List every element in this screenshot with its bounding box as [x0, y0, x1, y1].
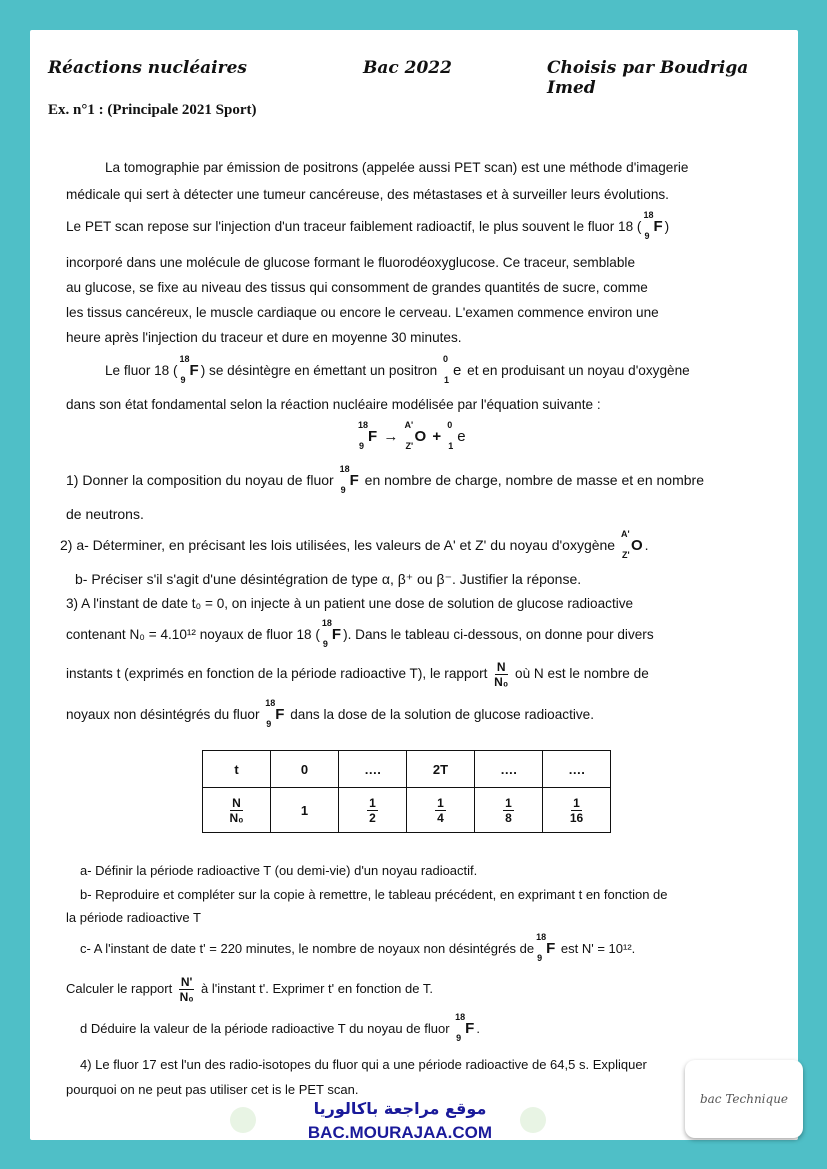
ratio-n-prime-over-n0: $\frac{N'}{\text{N₀}}$	[179, 975, 194, 1004]
decay-line-2: dans son état fondamental selon la réaction nucléaire modélisée par l'équation suivante :	[66, 397, 601, 412]
intro-line-6: les tissus cancéreux, le muscle cardiaque ou encore le cerveau. L'examen commence environ une	[66, 305, 659, 320]
intro-line-3: Le PET scan repose sur l'injection d'un traceur faiblement radioactif, le plus souvent le fluor 18 ( 18 9 F )	[66, 210, 670, 241]
table-cell: $\frac{1}{2}$	[339, 788, 407, 833]
footer-banner	[30, 1095, 798, 1140]
intro-line-4: incorporé dans une molécule de glucose formant le fluorodéoxyglucose. Ce traceur, semblable	[66, 255, 635, 270]
question-2b: b- Préciser s'il s'agit d'une désintégration de type α, β⁺ ou β⁻. Justifier la réponse.	[75, 571, 582, 587]
site-logo-icon	[230, 1107, 256, 1133]
intro-line-7: heure après l'injection du traceur et dure en moyenne 30 minutes.	[66, 330, 462, 345]
nuclear-equation: 18 9 F → A' Z' O + 0 1 e	[358, 420, 466, 451]
table-row	[203, 751, 611, 788]
fluor-nuclide: 18 9 F	[455, 1012, 475, 1043]
question-4-line-1: 4) Le fluor 17 est l'un des radio-isotopes du fluor qui a une période radioactive de 64,5 s. Expliquer	[80, 1057, 647, 1072]
question-3a: a- Définir la période radioactive T (ou demi-vie) d'un noyau radioactif.	[80, 863, 478, 878]
fluor-nuclide: 18 9 F	[339, 464, 359, 495]
intro-line-5: au glucose, se fixe au niveau des tissus qui consomment de grandes quantités de sucre, comme	[66, 280, 648, 295]
fluor-nuclide: 18 9 F	[358, 420, 378, 451]
question-4-line-2: pourquoi on ne peut pas utiliser cet is le PET scan.	[66, 1082, 359, 1097]
table-cell: 2T	[407, 751, 475, 788]
table-cell: $\frac{1}{4}$	[407, 788, 475, 833]
question-3b-line-1: b- Reproduire et compléter sur la copie à remettre, le tableau précédent, en exprimant t en fonction de	[80, 887, 668, 902]
table-cell: $\frac{1}{8}$	[475, 788, 543, 833]
table-cell: $\frac{N}{\text{N₀}}$	[203, 788, 271, 833]
question-3b-line-2: la période radioactive T	[66, 910, 201, 925]
table-row	[203, 788, 611, 833]
table-cell: ….	[543, 751, 611, 788]
fluor-nuclide: 18 9 F	[321, 618, 342, 649]
intro-line-2: médicale qui sert à détecter une tumeur cancéreuse, des métastases et à surveiller leurs évolutions.	[66, 187, 669, 202]
oxygen-nuclide: A' Z' O	[404, 420, 427, 451]
table-cell: 1	[271, 788, 339, 833]
question-3-line-4: noyaux non désintégrés du fluor 18 9 F dans la dose de la solution de glucose radioactive.	[66, 698, 594, 729]
oxygen-nuclide: A' Z' O	[620, 529, 643, 560]
question-1: 1) Donner la composition du noyau de fluor 18 9 F en nombre de charge, nombre de masse et en nombre	[66, 464, 704, 495]
decay-table	[202, 750, 611, 833]
fluor-nuclide: 18 9 F	[179, 354, 199, 385]
ratio-n-over-n0: $\frac{N}{\text{N₀}}$	[494, 660, 509, 689]
fluor-nuclide: 18 9 F	[536, 932, 556, 963]
table-cell: 0	[271, 751, 339, 788]
question-3-line-1: 3) A l'instant de date t₀ = 0, on injecte à un patient une dose de solution de glucose radioactive	[66, 596, 634, 611]
question-3d: d Déduire la valeur de la période radioactive T du noyau de fluor 18 9 F .	[80, 1012, 480, 1043]
table-cell: t	[203, 751, 271, 788]
site-url-link[interactable]: BAC.MOURAJAA.COM	[307, 1123, 493, 1140]
question-2a: 2) a- Déterminer, en précisant les lois utilisées, les valeurs de A' et Z' du noyau d'oxygène A' Z' O .	[60, 529, 649, 560]
document-page	[30, 30, 798, 1140]
site-logo-icon	[520, 1107, 546, 1133]
question-1-line-2: de neutrons.	[66, 506, 144, 522]
table-cell: ….	[475, 751, 543, 788]
fluor-nuclide: 18 9 F	[265, 698, 285, 729]
intro-line-1: La tomographie par émission de positrons (appelée aussi PET scan) est une méthode d'imagerie	[105, 160, 689, 175]
header-topic: Réactions nucléaires	[48, 58, 247, 78]
question-3-line-3: instants t (exprimés en fonction de la période radioactive T), le rapport $\frac{N}{\text{N₀}}$ où N est le nombre de	[66, 660, 649, 689]
decay-line-1: Le fluor 18 ( 18 9 F ) se désintègre en émettant un positron 0 1 e et en produisant un noyau d'oxygène	[105, 354, 690, 385]
exercise-title: Ex. n°1 : (Principale 2021 Sport)	[48, 102, 257, 118]
site-name-arabic[interactable]: موقع مراجعة باكالوريا	[313, 1099, 487, 1118]
arrow-icon: →	[383, 428, 399, 445]
table-cell: ….	[339, 751, 407, 788]
question-3-line-2: contenant N₀ = 4.10¹² noyaux de fluor 18 ( 18 9 F ). Dans le tableau ci-dessous, on donne pour divers	[66, 618, 654, 649]
fluor-nuclide: 18 9 F	[643, 210, 663, 241]
bac-technique-badge: bac Technique	[685, 1060, 803, 1138]
table-cell: $\frac{1}{16}$	[543, 788, 611, 833]
positron-nuclide: 0 1 e	[447, 420, 466, 451]
question-3c-line-2: Calculer le rapport $\frac{N'}{\text{N₀}}$ à l'instant t'. Exprimer t' en fonction de T.	[66, 975, 433, 1004]
header-exam: Bac 2022	[363, 58, 452, 78]
question-3c-line-1: c- A l'instant de date t' = 220 minutes, le nombre de noyaux non désintégrés de 18 9 F est N' = 10¹².	[80, 932, 636, 963]
header-author: Choisis par Boudriga Imed	[547, 58, 749, 98]
positron-nuclide: 0 1 e	[443, 354, 462, 385]
